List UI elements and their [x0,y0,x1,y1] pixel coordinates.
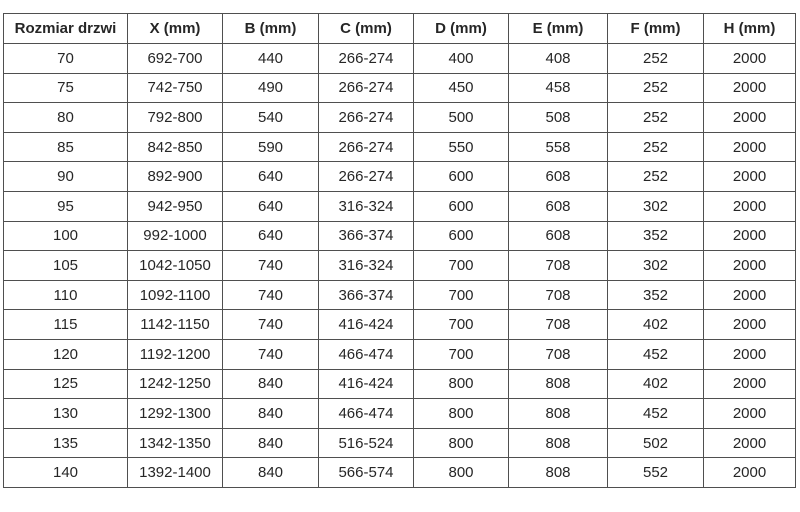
table-cell: 2000 [704,44,796,74]
table-cell: 700 [414,251,509,281]
table-cell: 352 [608,280,704,310]
table-cell: 608 [509,221,608,251]
table-cell: 808 [509,399,608,429]
table-cell: 708 [509,251,608,281]
table-cell: 600 [414,191,509,221]
table-cell: 740 [223,339,319,369]
column-header: H (mm) [704,14,796,44]
table-row [4,162,796,192]
column-header: Rozmiar drzwi [4,14,128,44]
table-cell: 800 [414,369,509,399]
table-header [4,14,796,44]
row-size-cell: 140 [4,458,128,488]
table-cell: 1192-1200 [128,339,223,369]
table-cell: 700 [414,310,509,340]
table-cell: 800 [414,399,509,429]
row-size-cell: 115 [4,310,128,340]
row-size-cell: 85 [4,132,128,162]
table-cell: 1342-1350 [128,428,223,458]
table-row [4,339,796,369]
row-size-cell: 95 [4,191,128,221]
table-cell: 302 [608,251,704,281]
table-cell: 500 [414,103,509,133]
table-cell: 2000 [704,458,796,488]
table-cell: 640 [223,162,319,192]
table-cell: 252 [608,162,704,192]
table-cell: 2000 [704,399,796,429]
table-cell: 2000 [704,191,796,221]
table-cell: 2000 [704,280,796,310]
table-cell: 252 [608,44,704,74]
row-size-cell: 130 [4,399,128,429]
table-cell: 840 [223,369,319,399]
column-header: C (mm) [319,14,414,44]
table-cell: 2000 [704,428,796,458]
table-cell: 840 [223,458,319,488]
table-cell: 700 [414,280,509,310]
table-cell: 740 [223,310,319,340]
table-cell: 516-524 [319,428,414,458]
table-cell: 792-800 [128,103,223,133]
table-cell: 2000 [704,162,796,192]
table-cell: 490 [223,73,319,103]
table-cell: 800 [414,428,509,458]
table-cell: 252 [608,132,704,162]
table-row [4,251,796,281]
table-cell: 252 [608,103,704,133]
table-cell: 808 [509,458,608,488]
table-cell: 2000 [704,310,796,340]
row-size-cell: 75 [4,73,128,103]
table-cell: 452 [608,339,704,369]
table-cell: 2000 [704,132,796,162]
table-cell: 808 [509,369,608,399]
table-cell: 808 [509,428,608,458]
table-cell: 1142-1150 [128,310,223,340]
table-cell: 992-1000 [128,221,223,251]
column-header: D (mm) [414,14,509,44]
table-cell: 508 [509,103,608,133]
table-cell: 540 [223,103,319,133]
table-cell: 2000 [704,339,796,369]
table-cell: 2000 [704,221,796,251]
table-cell: 842-850 [128,132,223,162]
table-cell: 1242-1250 [128,369,223,399]
table-cell: 266-274 [319,162,414,192]
table-row [4,103,796,133]
table-body [4,44,796,488]
table-cell: 558 [509,132,608,162]
table-row [4,458,796,488]
table-cell: 1392-1400 [128,458,223,488]
table-cell: 740 [223,280,319,310]
row-size-cell: 100 [4,221,128,251]
table-cell: 502 [608,428,704,458]
table-cell: 2000 [704,73,796,103]
column-header: B (mm) [223,14,319,44]
table-cell: 640 [223,221,319,251]
table-cell: 302 [608,191,704,221]
table-cell: 708 [509,310,608,340]
door-size-table [3,13,796,488]
table-cell: 266-274 [319,132,414,162]
table-cell: 352 [608,221,704,251]
table-cell: 708 [509,280,608,310]
table-cell: 408 [509,44,608,74]
table-cell: 840 [223,399,319,429]
table-cell: 316-324 [319,251,414,281]
table-cell: 400 [414,44,509,74]
row-size-cell: 70 [4,44,128,74]
table-row [4,428,796,458]
table-cell: 252 [608,73,704,103]
table-cell: 800 [414,458,509,488]
table-cell: 840 [223,428,319,458]
table-cell: 700 [414,339,509,369]
table-cell: 742-750 [128,73,223,103]
table-cell: 366-374 [319,221,414,251]
table-cell: 452 [608,399,704,429]
table-cell: 440 [223,44,319,74]
table-cell: 608 [509,191,608,221]
table-cell: 2000 [704,369,796,399]
table-cell: 402 [608,310,704,340]
table-cell: 708 [509,339,608,369]
table-cell: 740 [223,251,319,281]
table-cell: 266-274 [319,73,414,103]
table-cell: 2000 [704,103,796,133]
table-row [4,221,796,251]
table-cell: 458 [509,73,608,103]
table-cell: 1092-1100 [128,280,223,310]
table-cell: 600 [414,162,509,192]
table-cell: 608 [509,162,608,192]
table-row [4,369,796,399]
table-cell: 600 [414,221,509,251]
row-size-cell: 110 [4,280,128,310]
table-cell: 450 [414,73,509,103]
table-cell: 566-574 [319,458,414,488]
table-row [4,132,796,162]
table-header-row [4,14,796,44]
table-cell: 266-274 [319,44,414,74]
table-row [4,191,796,221]
table-cell: 1292-1300 [128,399,223,429]
table-cell: 402 [608,369,704,399]
row-size-cell: 120 [4,339,128,369]
table-row [4,399,796,429]
table-cell: 590 [223,132,319,162]
table-cell: 552 [608,458,704,488]
row-size-cell: 90 [4,162,128,192]
row-size-cell: 125 [4,369,128,399]
table-cell: 466-474 [319,399,414,429]
table-cell: 892-900 [128,162,223,192]
column-header: E (mm) [509,14,608,44]
table-row [4,73,796,103]
table-cell: 942-950 [128,191,223,221]
row-size-cell: 135 [4,428,128,458]
table-cell: 366-374 [319,280,414,310]
table-cell: 316-324 [319,191,414,221]
table-cell: 550 [414,132,509,162]
table-cell: 416-424 [319,369,414,399]
table-cell: 1042-1050 [128,251,223,281]
row-size-cell: 105 [4,251,128,281]
table-cell: 266-274 [319,103,414,133]
table-row [4,44,796,74]
table-cell: 416-424 [319,310,414,340]
column-header: F (mm) [608,14,704,44]
table-cell: 692-700 [128,44,223,74]
table-cell: 640 [223,191,319,221]
table-row [4,310,796,340]
table-row [4,280,796,310]
row-size-cell: 80 [4,103,128,133]
table-cell: 2000 [704,251,796,281]
table-cell: 466-474 [319,339,414,369]
column-header: X (mm) [128,14,223,44]
